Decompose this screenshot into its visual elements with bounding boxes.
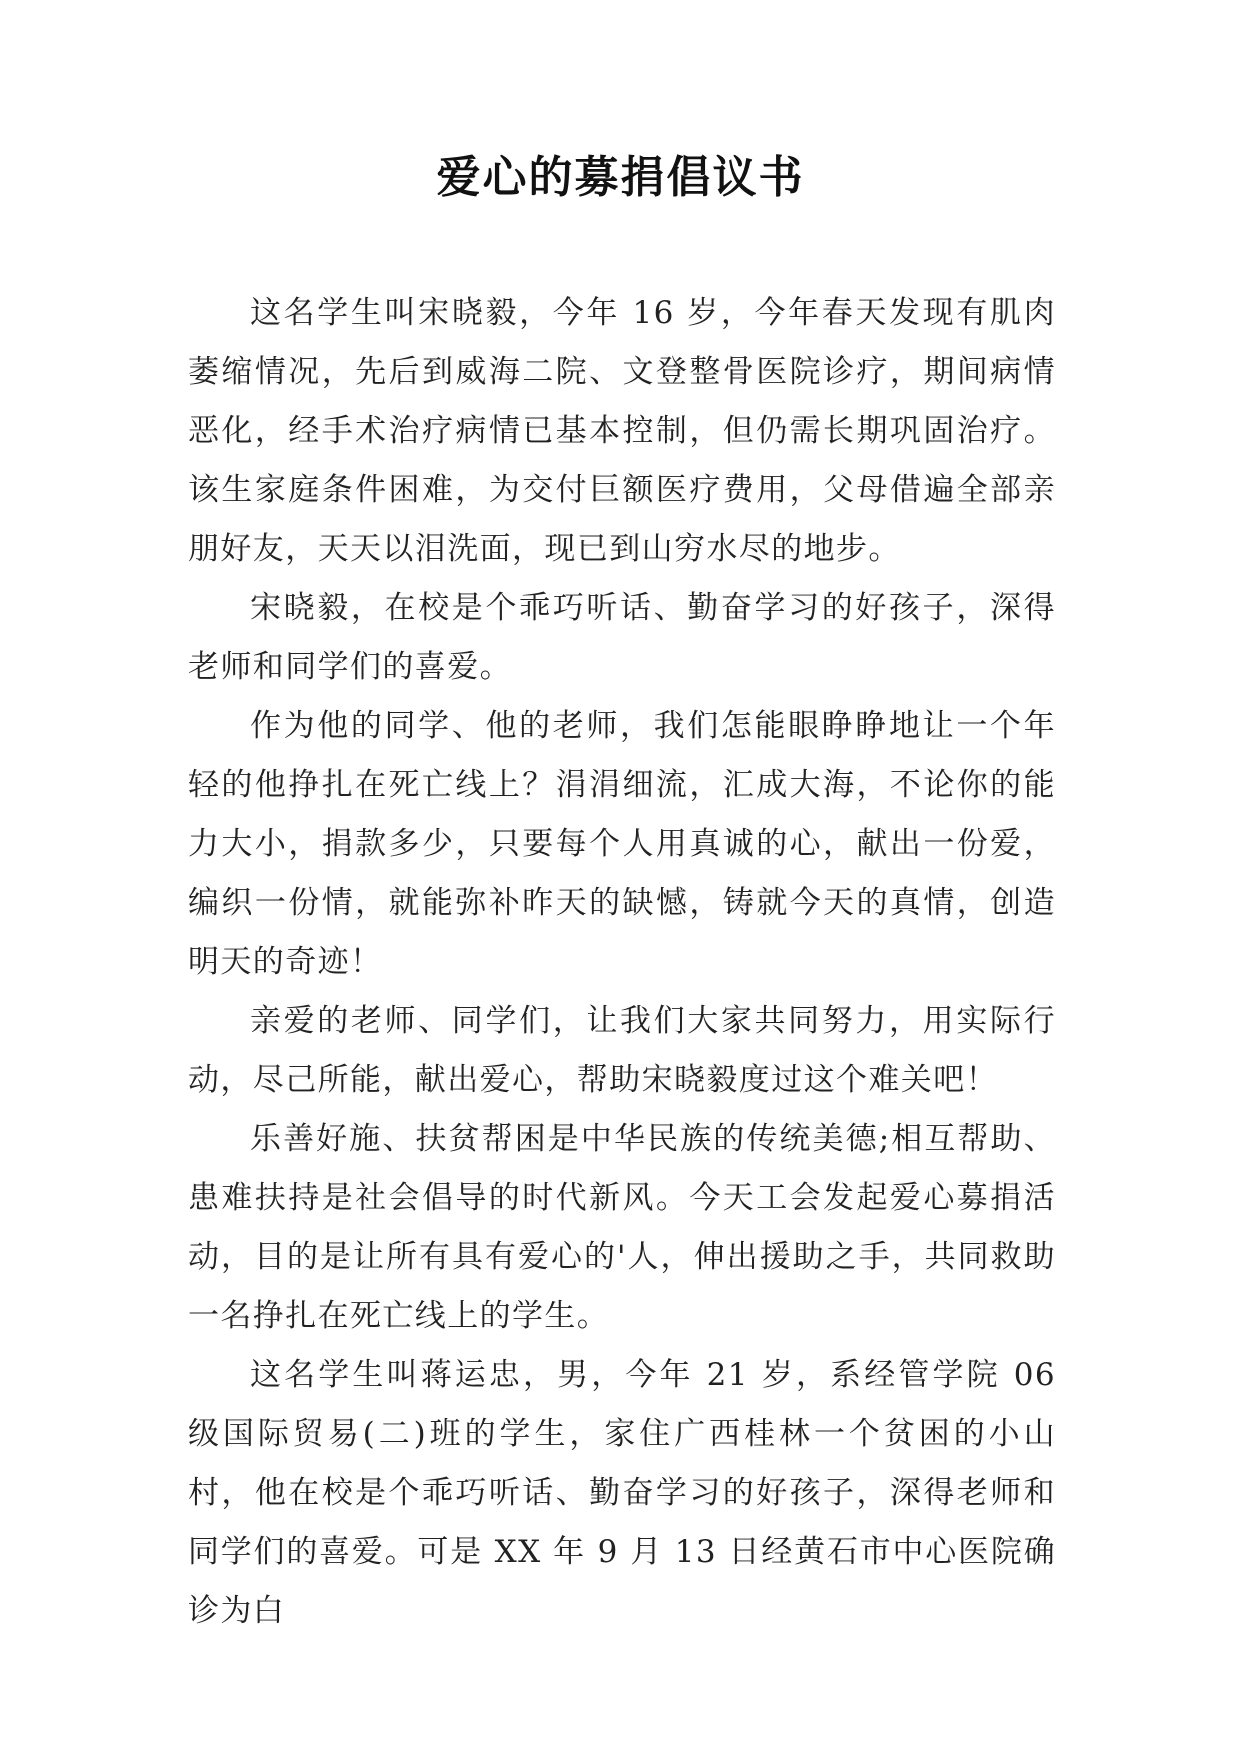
- document-title: 爱心的募捐倡议书: [436, 152, 805, 203]
- paragraph: 亲爱的老师、同学们，让我们大家共同努力，用实际行动，尽己所能，献出爱心，帮助宋晓毅度过这个难关吧！: [188, 1003, 1056, 1098]
- paragraph: 这名学生叫宋晓毅，今年 16 岁，今年春天发现有肌肉萎缩情况，先后到威海二院、文登整骨医院诊疗，期间病情恶化，经手术治疗病情已基本控制，但仍需长期巩固治疗。该生家庭条件困难，为交付巨额医疗费用，父母借遍全部亲朋好友，天天以泪洗面，现已到山穷水尽的地步。: [188, 295, 1056, 567]
- paragraph: 作为他的同学、他的老师，我们怎能眼睁睁地让一个年轻的他挣扎在死亡线上？涓涓细流，汇成大海，不论你的能力大小，捐款多少，只要每个人用真诚的心，献出一份爱，编织一份情，就能弥补昨天的缺憾，铸就今天的真情，创造明天的奇迹！: [188, 708, 1056, 980]
- paragraph: 宋晓毅，在校是个乖巧听话、勤奋学习的好孩子，深得老师和同学们的喜爱。: [188, 590, 1056, 685]
- paragraph: 这名学生叫蒋运忠，男，今年 21 岁，系经管学院 06 级国际贸易(二)班的学生，家住广西桂林一个贫困的小山村，他在校是个乖巧听话、勤奋学习的好孩子，深得老师和同学们的喜爱。可是 XX 年 9 月 13 日经黄石市中心医院确诊为白: [188, 1357, 1056, 1629]
- paragraph: 乐善好施、扶贫帮困是中华民族的传统美德;相互帮助、患难扶持是社会倡导的时代新风。今天工会发起爱心募捐活动，目的是让所有具有爱心的'人，伸出援助之手，共同救助一名挣扎在死亡线上的学生。: [188, 1121, 1056, 1334]
- document-body: [188, 284, 1056, 1641]
